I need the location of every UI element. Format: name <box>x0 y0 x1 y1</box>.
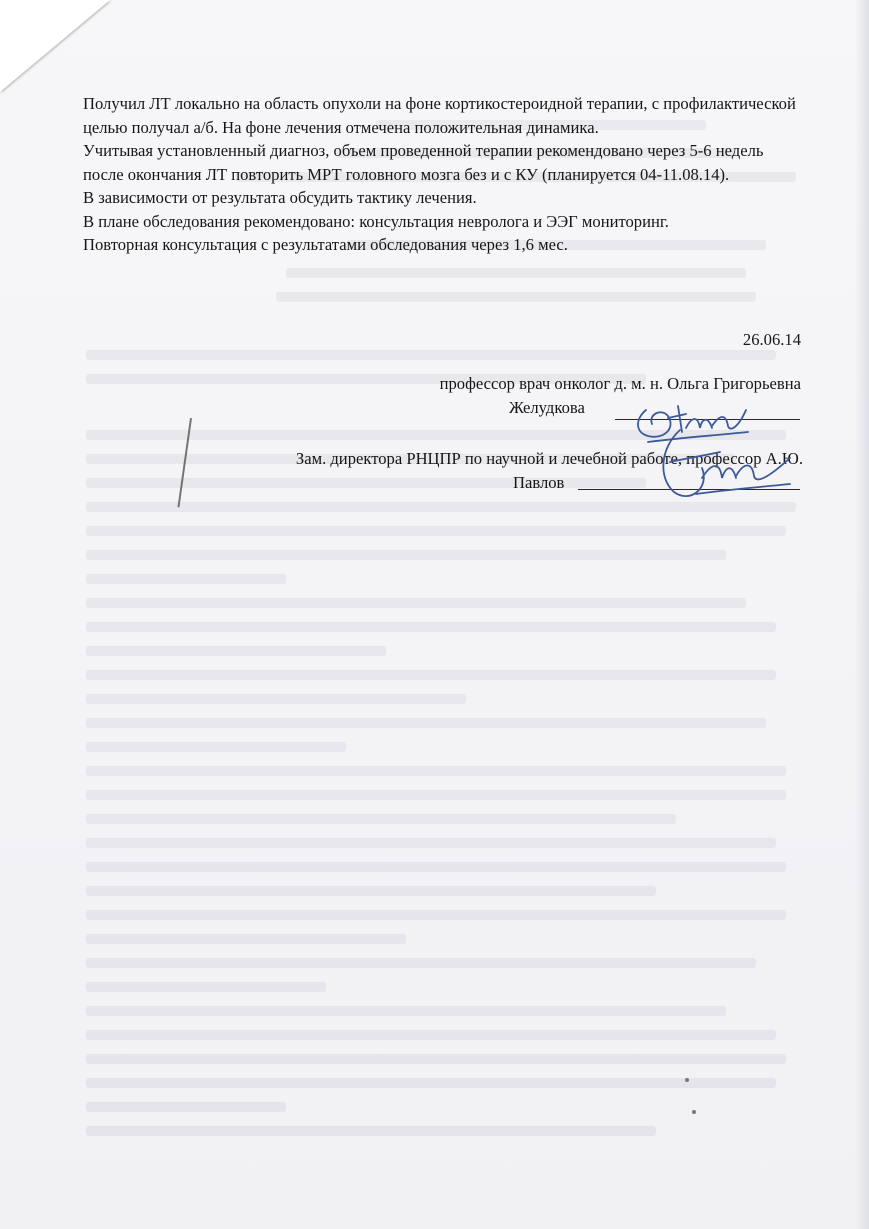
show-through-lines <box>86 100 806 1150</box>
paragraph: В плане обследования рекомендовано: консультация невролога и ЭЭГ мониторинг. <box>83 211 669 231</box>
signatory-title: Зам. директора РНЦПР по научной и лечебной работе, профессор А.Ю. <box>295 449 803 468</box>
handwritten-signature-2 <box>640 422 800 508</box>
paragraph: Повторная консультация с результатами обследования через 1,6 мес. <box>83 235 568 254</box>
paragraph: В зависимости от результата обсудить тактику лечения. <box>83 188 477 207</box>
signatory-surname: Желудкова <box>509 398 585 417</box>
folded-corner <box>0 0 110 92</box>
document-date: 26.06.14 <box>742 330 801 349</box>
ink-speck <box>692 1110 696 1114</box>
signatory-title: профессор врач онколог д. м. н. Ольга Григорьевна <box>439 374 801 393</box>
signatory-surname: Павлов <box>513 473 565 492</box>
page-edge-shadow <box>855 0 869 1229</box>
document-body <box>83 92 808 257</box>
ink-speck <box>685 1078 689 1082</box>
paragraph: Получил ЛТ локально на область опухоли на фоне кортикостероидной терапии, с профилактической целью получал а/б. На фоне лечения отмечена положительная динамика. <box>83 94 796 137</box>
show-through-texture <box>86 100 806 1159</box>
paragraph: Учитывая установленный диагноз, объем проведенной терапии рекомендовано через 5-6 недель после окончания ЛТ повторить МРТ головного мозга без и с КУ (планируется 04-11.08.14). <box>83 141 764 184</box>
